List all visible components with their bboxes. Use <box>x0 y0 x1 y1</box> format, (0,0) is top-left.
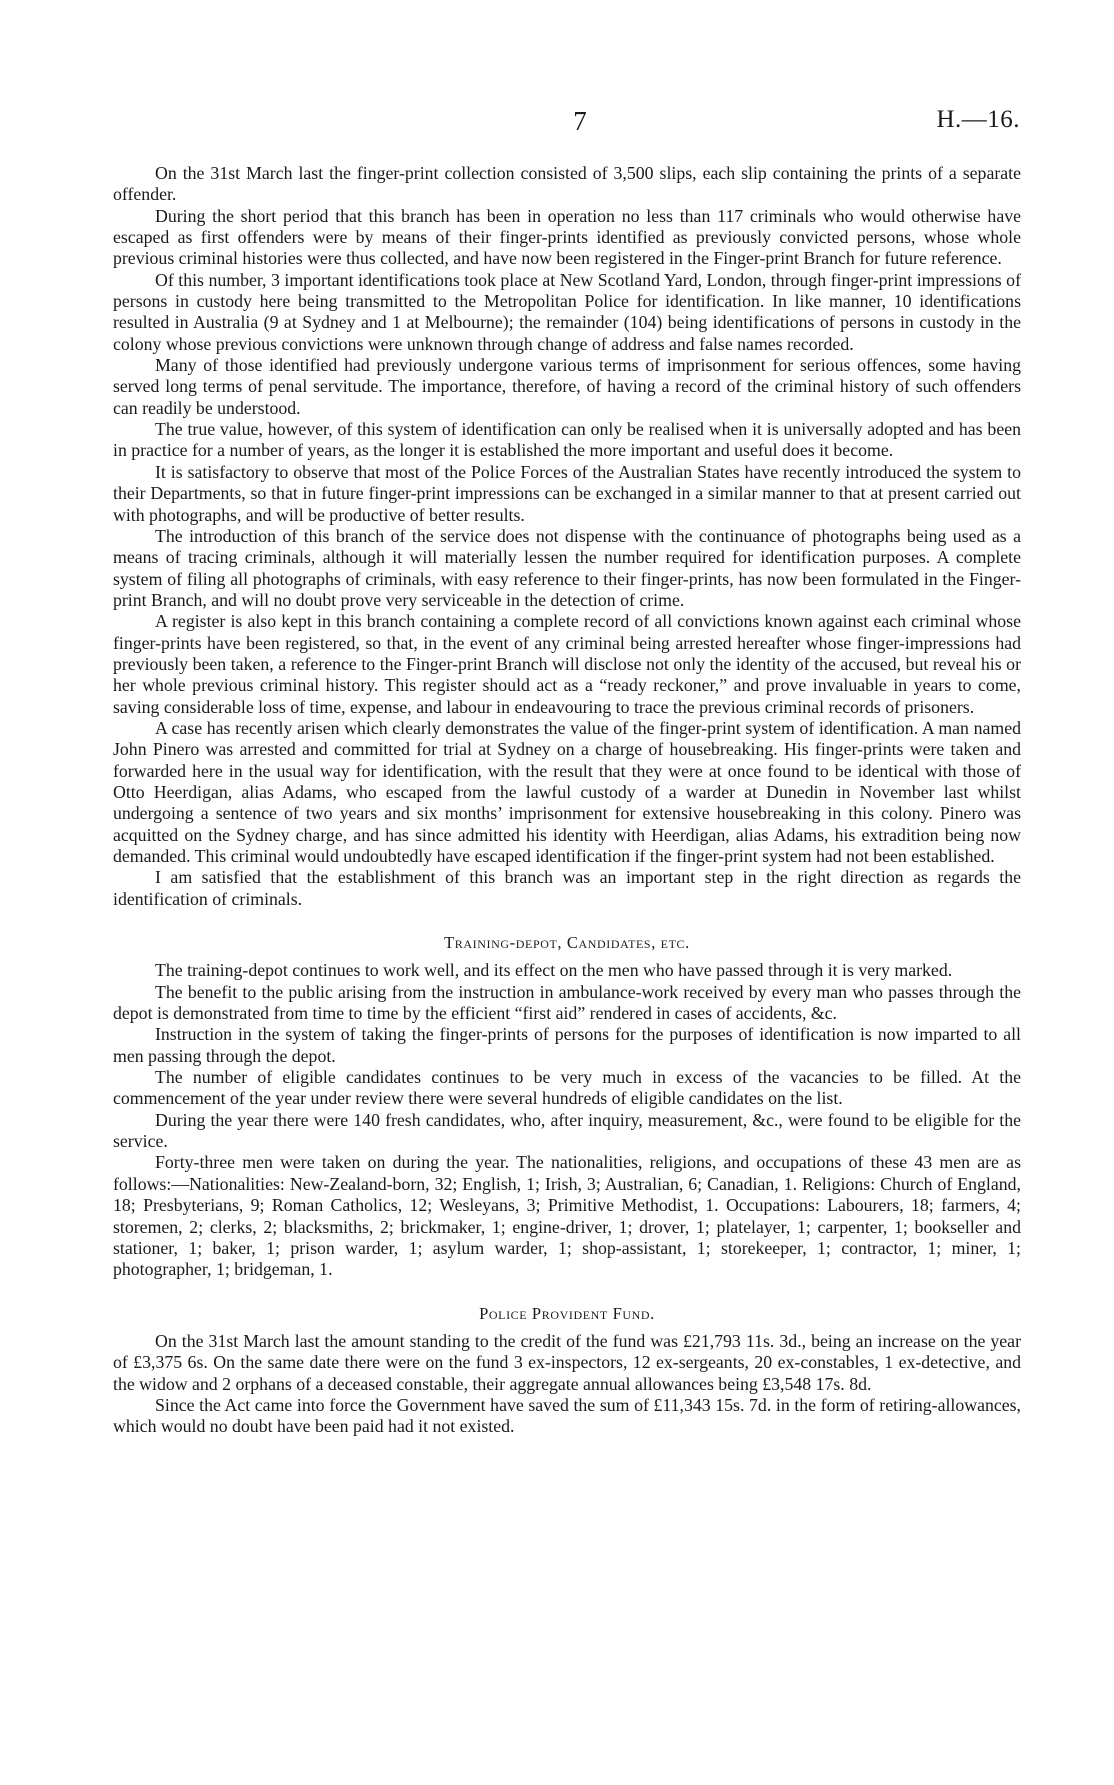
paragraph: The training-depot continues to work well, and its effect on the men who have passed through it is very marked. <box>155 960 953 981</box>
section-heading-provident-fund: Police Provident Fund. <box>479 1303 655 1323</box>
paragraph: The true value, however, of this system of identification can only be realised when it is universally adopted and has been in practice for a number of years, as the longer it is established the more important and useful does it become. <box>113 419 1021 461</box>
paragraph: Forty-three men were taken on during the year. The nationalities, religions, and occupations of these 43 men are as follows:—Nationalities: New-Zealand-born, 32; English, 1; Irish, 3; Australian, 6; Canadian, 1. Religions: Church of England, 18; Presbyterians, 9; Roman Catholics, 12; Wesleyans, 3; Primitive Methodist, 1. Occupations: Labourers, 18; farmers, 4; storemen, 2; clerks, 2; blacksmiths, 2; brickmaker, 1; engine-driver, 1; drover, 1; platelayer, 1; carpenter, 1; bookseller and stationer, 1; baker, 1; prison warder, 1; asylum warder, 1; shop-assistant, 1; storekeeper, 1; contractor, 1; miner, 1; photographer, 1; bridgeman, 1. <box>113 1152 1021 1280</box>
paragraph: A register is also kept in this branch containing a complete record of all convictions known against each criminal whose finger-prints have been registered, so that, in the event of any criminal being arrested hereafter whose finger-impressions had previously been taken, a reference to the Finger-print Branch will disclose not only the identity of the accused, but reveal his or her whole previous criminal history. This register should act as a “ready reckoner,” and prove invaluable in years to come, saving considerable loss of time, expense, and labour in endeavouring to trace the previous criminal records of prisoners. <box>113 611 1021 717</box>
paragraph: Of this number, 3 important identifications took place at New Scotland Yard, London, through finger-print impressions of persons in custody here being transmitted to the Metropolitan Police for identification. In like manner, 10 identifications resulted in Australia (9 at Sydney and 1 at Melbourne); the remainder (104) being identifications of persons in custody in the colony whose previous convictions were unknown through change of address and false names recorded. <box>113 269 1021 354</box>
section-heading-training: Training-depot, Candidates, etc. <box>444 933 690 953</box>
paragraph: It is satisfactory to observe that most of the Police Forces of the Australian States have recently introduced the system to their Departments, so that in future finger-print impressions can be exchanged in a similar manner to that at present carried out with photographs, and will be productive of better results. <box>113 461 1021 525</box>
document-body <box>113 163 1021 1438</box>
paragraph: Since the Act came into force the Government have saved the sum of £11,343 15s. 7d. in the form of retiring-allowances, which would no doubt have been paid had it not existed. <box>113 1394 1021 1437</box>
paragraph: The benefit to the public arising from the instruction in ambulance-work received by every man who passes through the depot is demonstrated from time to time by the efficient “first aid” rendered in cases of accidents, &c. <box>113 981 1021 1024</box>
paragraph: The introduction of this branch of the service does not dispense with the continuance of photographs being used as a means of tracing criminals, although it will materially lessen the number required for identification purposes. A complete system of filing all photographs of criminals, with easy reference to their finger-prints, has now been formulated in the Finger-print Branch, and will no doubt prove very serviceable in the detection of crime. <box>113 525 1021 610</box>
paragraph: Many of those identified had previously undergone various terms of imprisonment for serious offences, some having served long terms of penal servitude. The importance, therefore, of having a record of the criminal history of such offenders can readily be understood. <box>113 355 1021 418</box>
paragraph: On the 31st March last the finger-print collection consisted of 3,500 slips, each slip containing the prints of a separate offender. <box>113 163 1021 205</box>
paragraph: A case has recently arisen which clearly demonstrates the value of the finger-print system of identification. A man named John Pinero was arrested and committed for trial at Sydney on a charge of housebreaking. His finger-prints were taken and forwarded here in the usual way for identification, with the result that they were at once found to be identical with those of Otto Heerdigan, alias Adams, who escaped from the lawful custody of a warder at Dunedin in November last whilst undergoing a sentence of two years and six months’ imprisonment for extensive housebreaking in this colony. Pinero was acquitted on the Sydney charge, and has since admitted his identity with Heerdigan, alias Adams, his extradition being now demanded. This criminal would undoubtedly have escaped identification if the finger-print system had not been established. <box>113 717 1021 866</box>
paragraph: I am satisfied that the establishment of this branch was an important step in the right direction as regards the identification of criminals. <box>113 867 1021 909</box>
paragraph: Instruction in the system of taking the finger-prints of persons for the purposes of identification is now imparted to all men passing through the depot. <box>113 1024 1021 1066</box>
paragraph: During the year there were 140 fresh candidates, who, after inquiry, measurement, &c., were found to be eligible for the service. <box>113 1109 1021 1152</box>
document-reference: H.—16. <box>936 106 1020 133</box>
page-number: 7 <box>573 106 587 136</box>
paragraph: During the short period that this branch has been in operation no less than 117 criminals who would otherwise have escaped as first offenders were by means of their finger-prints identified as previously convicted persons, whose whole previous criminal histories were thus collected, and have now been registered in the Finger-print Branch for future reference. <box>113 205 1021 269</box>
paragraph: On the 31st March last the amount standing to the credit of the fund was £21,793 11s. 3d., being an increase on the year of £3,375 6s. On the same date there were on the fund 3 ex-inspectors, 12 ex-sergeants, 20 ex-constables, 1 ex-detective, and the widow and 2 orphans of a deceased constable, their aggregate annual allowances being £3,548 17s. 8d. <box>113 1330 1021 1394</box>
paragraph: The number of eligible candidates continues to be very much in excess of the vacancies to be filled. At the commencement of the year under review there were several hundreds of eligible candidates on the list. <box>113 1067 1021 1109</box>
